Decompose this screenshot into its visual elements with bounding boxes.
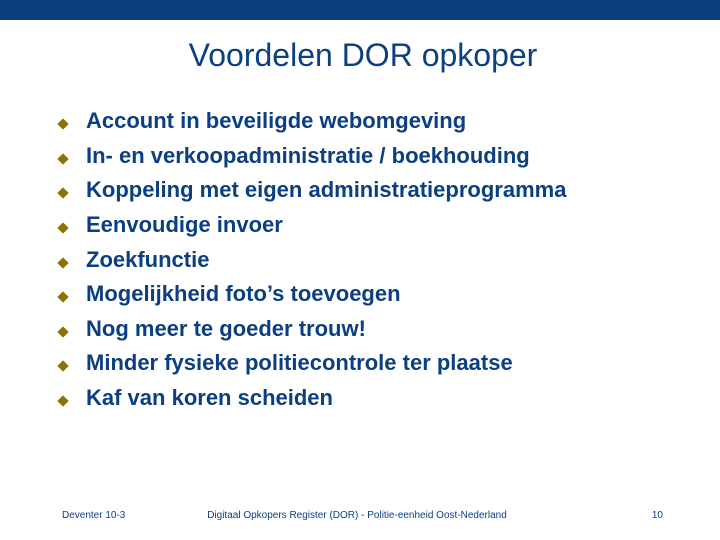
page-number: 10 xyxy=(651,510,663,521)
bullet-item xyxy=(56,381,566,416)
diamond-bullet-icon xyxy=(57,153,68,164)
bullet-text: Mogelijkheid foto’s toevoegen xyxy=(86,281,401,307)
bullet-text: Zoekfunctie xyxy=(86,246,210,272)
bullet-text: In- en verkoopadministratie / boekhouding xyxy=(86,142,530,168)
bullet-item xyxy=(56,346,566,381)
footer-location-date: Deventer 10-3 xyxy=(62,510,126,521)
bullet-text: Eenvoudige invoer xyxy=(86,212,283,238)
bullet-item xyxy=(56,139,566,174)
bullet-text: Minder fysieke politiecontrole ter plaatse xyxy=(86,350,513,376)
bullet-item xyxy=(56,242,566,277)
diamond-bullet-icon xyxy=(57,222,68,233)
bullet-item xyxy=(56,208,566,243)
header-bar xyxy=(0,0,720,20)
diamond-bullet-icon xyxy=(57,292,68,303)
diamond-bullet-icon xyxy=(57,361,68,372)
bullet-item xyxy=(56,277,566,312)
bullet-item xyxy=(56,104,566,139)
bullet-text: Account in beveiligde webomgeving xyxy=(86,108,467,134)
diamond-bullet-icon xyxy=(57,257,68,268)
diamond-bullet-icon xyxy=(57,188,68,199)
footer-title: Digitaal Opkopers Register (DOR) - Politie-eenheid Oost-Nederland xyxy=(207,510,507,521)
bullet-item xyxy=(56,173,566,208)
bullet-text: Koppeling met eigen administratieprogramma xyxy=(86,177,567,203)
bullet-text: Nog meer te goeder trouw! xyxy=(86,315,366,341)
diamond-bullet-icon xyxy=(57,119,68,130)
bullet-text: Kaf van koren scheiden xyxy=(86,385,333,411)
bullet-list xyxy=(56,104,566,415)
bullet-item xyxy=(56,312,566,347)
diamond-bullet-icon xyxy=(57,326,68,337)
diamond-bullet-icon xyxy=(57,395,68,406)
slide-title: Voordelen DOR opkoper xyxy=(188,37,538,73)
